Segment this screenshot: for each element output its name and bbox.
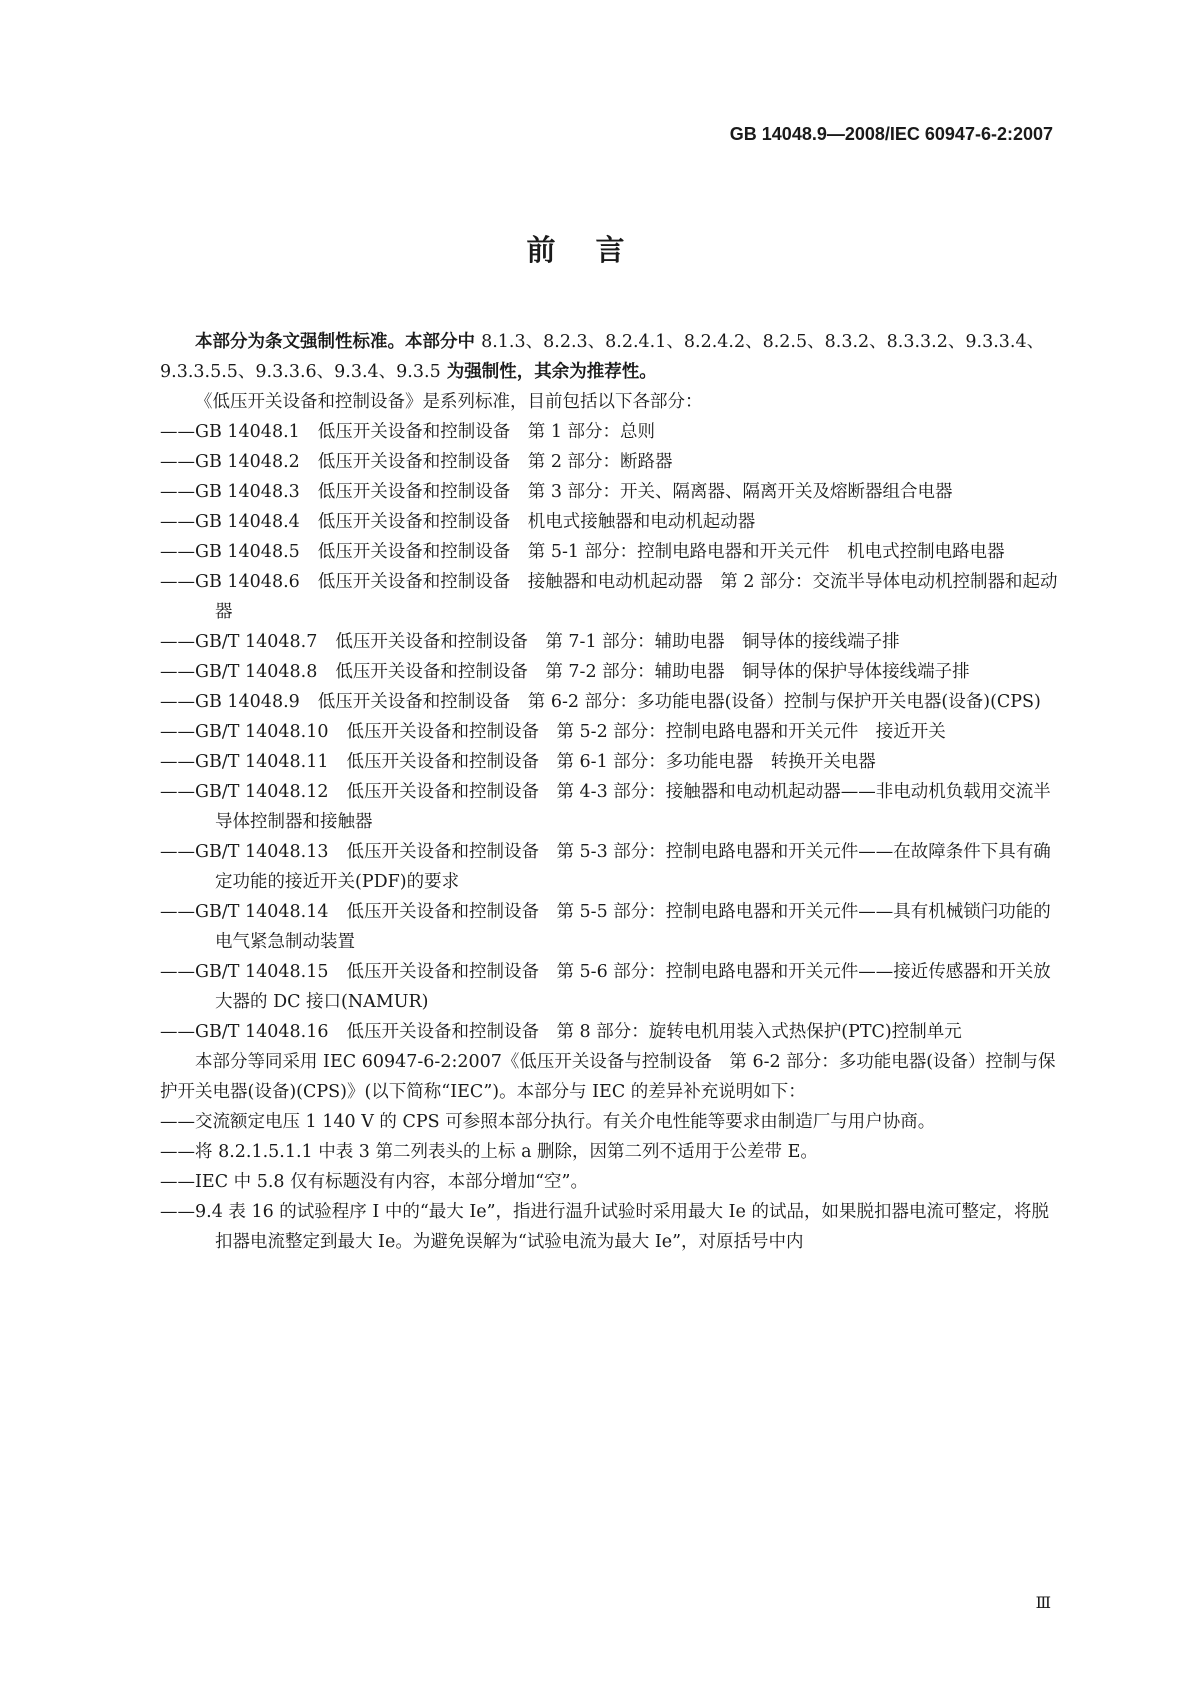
series-code: GB 14048.3 — [195, 482, 300, 502]
series-title: 低压开关设备和控制设备 第 5-6 部分：控制电路电器和开关元件——接近传感器和开关放大器的 DC 接口(NAMUR) — [215, 962, 1051, 1012]
series-title: 低压开关设备和控制设备 第 2 部分：断路器 — [317, 452, 673, 472]
list-dash: —— — [160, 1022, 195, 1042]
series-code: GB/T 14048.8 — [195, 662, 318, 682]
series-item — [160, 627, 1060, 657]
series-title: 低压开关设备和控制设备 第 1 部分：总则 — [317, 422, 656, 442]
series-code: GB 14048.5 — [195, 542, 300, 562]
series-code: GB/T 14048.16 — [195, 1022, 329, 1042]
series-item — [160, 717, 1060, 747]
mandatory-clauses: 8.1.3、8.2.3、8.2.4.1、8.2.4.2、8.2.5、8.3.2、8.3.3.2、9.3.3.4、9.3.3.5.5、9.3.3.6、9.3.4、9.3.5 — [160, 332, 1045, 382]
list-dash: —— — [160, 1172, 195, 1192]
series-item — [160, 417, 1060, 447]
page-title: 前言 — [526, 233, 665, 267]
list-dash: —— — [160, 572, 195, 592]
series-item — [160, 477, 1060, 507]
list-dash: —— — [160, 662, 195, 682]
series-code: GB/T 14048.7 — [195, 632, 318, 652]
list-dash: —— — [160, 632, 195, 652]
list-dash: —— — [160, 722, 195, 742]
list-dash: —— — [160, 542, 195, 562]
series-item — [160, 507, 1060, 537]
series-code: GB/T 14048.13 — [195, 842, 329, 862]
list-dash: —— — [160, 752, 195, 772]
page-number: Ⅲ — [1035, 1593, 1051, 1612]
differences-list — [160, 1107, 1060, 1257]
series-title: 低压开关设备和控制设备 第 5-2 部分：控制电路电器和开关元件 接近开关 — [346, 722, 946, 742]
series-title: 低压开关设备和控制设备 第 7-2 部分：辅助电器 铜导体的保护导体接线端子排 — [335, 662, 970, 682]
series-code: GB 14048.6 — [195, 572, 300, 592]
difference-text: 将 8.2.1.5.1.1 中表 3 第二列表头的上标 a 删除，因第二列不适用于公差带 E。 — [195, 1142, 818, 1162]
difference-item — [160, 1107, 1060, 1137]
series-title: 低压开关设备和控制设备 第 5-3 部分：控制电路电器和开关元件——在故障条件下具有确定功能的接近开关(PDF)的要求 — [215, 842, 1051, 892]
list-dash: —— — [160, 782, 195, 802]
series-title: 低压开关设备和控制设备 第 5-1 部分：控制电路电器和开关元件 机电式控制电路电器 — [317, 542, 1005, 562]
list-dash: —— — [160, 962, 195, 982]
document-body — [160, 327, 1060, 1257]
series-item — [160, 747, 1060, 777]
series-item — [160, 567, 1060, 627]
mandatory-statement — [160, 327, 1060, 387]
list-dash: —— — [160, 1202, 195, 1222]
series-code: GB/T 14048.12 — [195, 782, 329, 802]
series-title: 低压开关设备和控制设备 第 4-3 部分：接触器和电动机起动器——非电动机负载用交流半导体控制器和接触器 — [215, 782, 1051, 832]
series-title: 低压开关设备和控制设备 第 8 部分：旋转电机用装入式热保护(PTC)控制单元 — [346, 1022, 962, 1042]
series-code: GB/T 14048.14 — [195, 902, 329, 922]
series-title: 低压开关设备和控制设备 第 3 部分：开关、隔离器、隔离开关及熔断器组合电器 — [317, 482, 953, 502]
difference-text: 9.4 表 16 的试验程序 I 中的“最大 Ie”，指进行温升试验时采用最大 Ie 的试品，如果脱扣器电流可整定，将脱扣器电流整定到最大 Ie。为避免误解为“试验电流为最大 Ie”，对原括号中内 — [195, 1202, 1049, 1252]
series-title: 低压开关设备和控制设备 机电式接触器和电动机起动器 — [317, 512, 756, 532]
list-dash: —— — [160, 842, 195, 862]
list-dash: —— — [160, 422, 195, 442]
series-code: GB 14048.2 — [195, 452, 300, 472]
list-dash: —— — [160, 1142, 195, 1162]
difference-text: 交流额定电压 1 140 V 的 CPS 可参照本部分执行。有关介电性能等要求由制造厂与用户协商。 — [195, 1112, 936, 1132]
series-code: GB/T 14048.11 — [195, 752, 329, 772]
difference-text: IEC 中 5.8 仅有标题没有内容，本部分增加“空”。 — [195, 1172, 588, 1192]
series-title: 低压开关设备和控制设备 接触器和电动机起动器 第 2 部分：交流半导体电动机控制器和起动器 — [215, 572, 1058, 622]
series-item — [160, 897, 1060, 957]
series-list — [160, 417, 1060, 1047]
list-dash: —— — [160, 512, 195, 532]
adoption-statement: 本部分等同采用 IEC 60947-6-2:2007《低压开关设备与控制设备 第 6-2 部分：多功能电器(设备）控制与保护开关电器(设备)(CPS)》(以下简称“IEC”)。本部分与 IEC 的差异补充说明如下： — [160, 1052, 1056, 1102]
series-code: GB 14048.1 — [195, 422, 300, 442]
series-intro: 《低压开关设备和控制设备》是系列标准，目前包括以下各部分： — [195, 392, 703, 412]
mandatory-lead: 本部分为条文强制性标准。本部分中 — [195, 332, 482, 352]
series-title: 低压开关设备和控制设备 第 5-5 部分：控制电路电器和开关元件——具有机械锁闩功能的电气紧急制动装置 — [215, 902, 1051, 952]
series-code: GB/T 14048.10 — [195, 722, 329, 742]
list-dash: —— — [160, 452, 195, 472]
mandatory-tail: 为强制性，其余为推荐性。 — [440, 362, 657, 382]
series-code: GB/T 14048.15 — [195, 962, 329, 982]
series-item — [160, 687, 1060, 717]
list-dash: —— — [160, 1112, 195, 1132]
series-item — [160, 837, 1060, 897]
list-dash: —— — [160, 902, 195, 922]
series-item — [160, 447, 1060, 477]
series-title: 低压开关设备和控制设备 第 6-1 部分：多功能电器 转换开关电器 — [346, 752, 876, 772]
series-item — [160, 777, 1060, 837]
standard-number-header: GB 14048.9—2008/IEC 60947-6-2:2007 — [729, 124, 1053, 144]
difference-item — [160, 1167, 1060, 1197]
series-code: GB 14048.9 — [195, 692, 300, 712]
series-item — [160, 957, 1060, 1017]
series-title: 低压开关设备和控制设备 第 6-2 部分：多功能电器(设备）控制与保护开关电器(设备)(CPS) — [317, 692, 1041, 712]
difference-item — [160, 1197, 1060, 1257]
series-item — [160, 537, 1060, 567]
list-dash: —— — [160, 692, 195, 712]
list-dash: —— — [160, 482, 195, 502]
difference-item — [160, 1137, 1060, 1167]
series-item — [160, 1017, 1060, 1047]
series-item — [160, 657, 1060, 687]
series-code: GB 14048.4 — [195, 512, 300, 532]
series-title: 低压开关设备和控制设备 第 7-1 部分：辅助电器 铜导体的接线端子排 — [335, 632, 900, 652]
